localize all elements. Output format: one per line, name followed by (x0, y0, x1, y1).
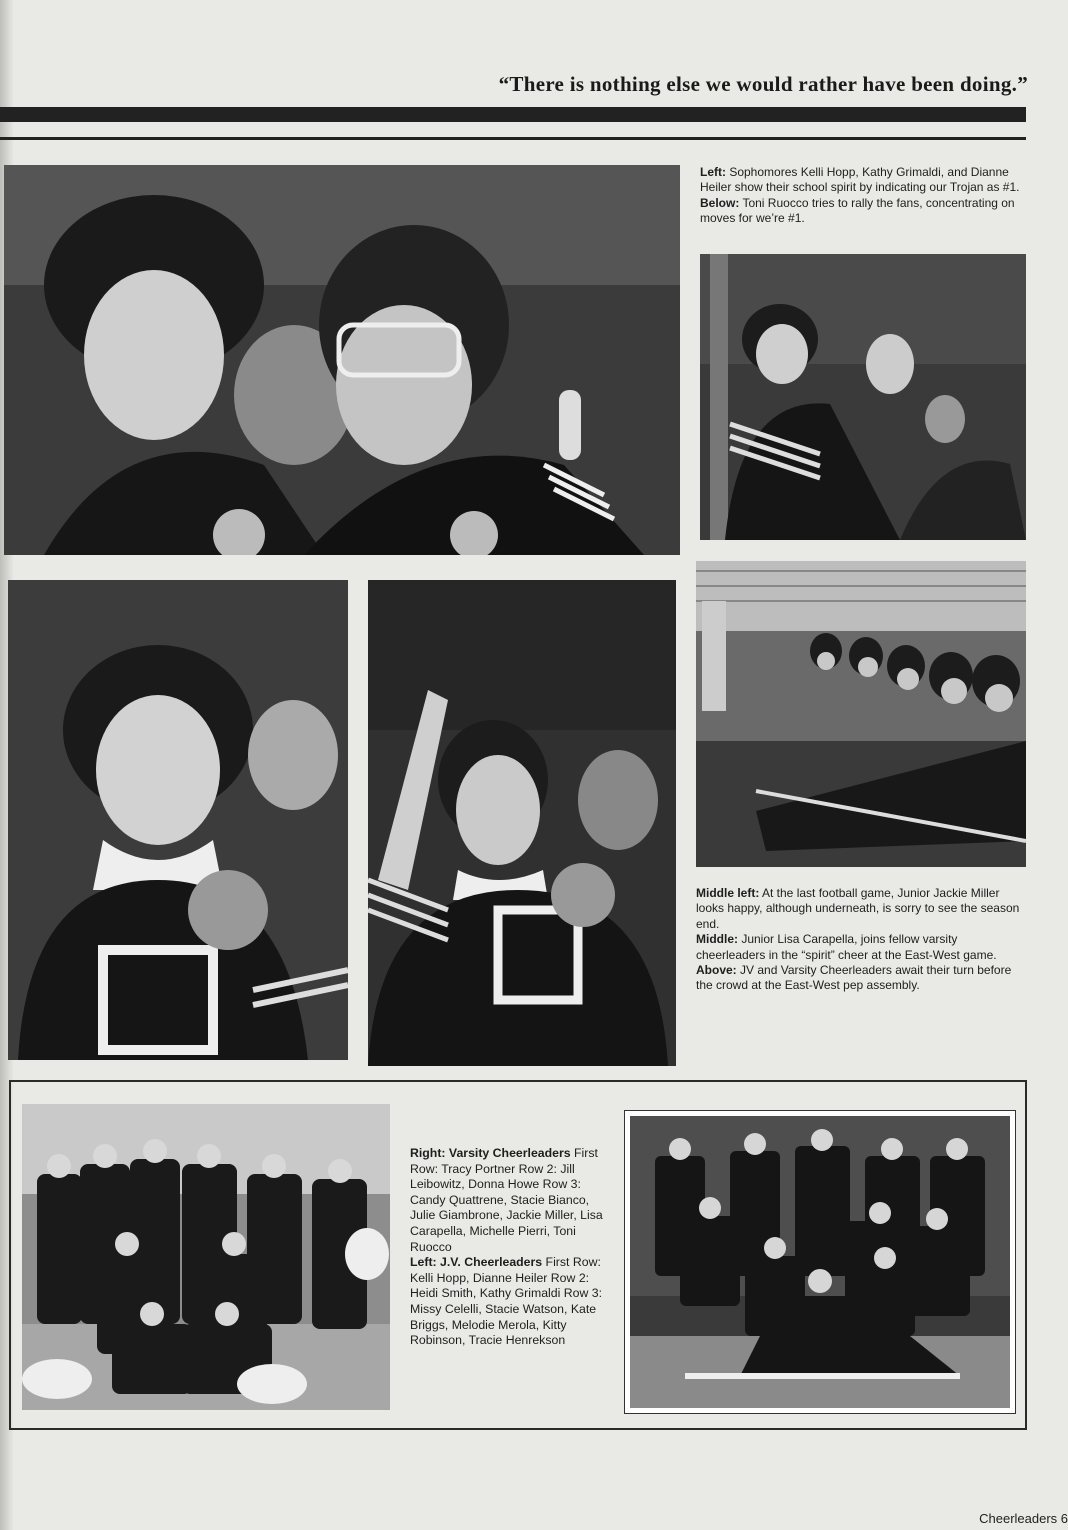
caption-left-text: Sophomores Kelli Hopp, Kathy Grimaldi, and Dianne Heiler show their school spirit by indicating our Trojan as #1. (700, 165, 1020, 195)
caption-above-text: JV and Varsity Cheerleaders await their turn before the crowd at the East-West pep assembly. (696, 963, 1012, 993)
photo-frame-varsity (624, 1110, 1016, 1414)
photo-jackie-miller (8, 580, 348, 1060)
photo-pep-assembly (696, 561, 1026, 867)
caption-jv-text: First Row: Kelli Hopp, Dianne Heiler Row 2: Heidi Smith, Kathy Grimaldi Row 3: Missy Celelli, Stacie Watson, Kate Briggs, Melodie Merola, Kitty Robinson, Tracie Henrekson (410, 1255, 603, 1348)
caption-below-label: Below: (700, 195, 740, 210)
caption-middle-left-label: Middle left: (696, 886, 760, 900)
caption-middle-left-text: At the last football game, Junior Jackie Miller looks happy, although underneath, is sorry to see the season end. (696, 886, 1020, 931)
photo-varsity-cheerleaders (630, 1116, 1010, 1408)
caption-groups (410, 1146, 610, 1349)
folio: Cheerleaders 6 (979, 1511, 1068, 1526)
caption-varsity-text: First Row: Tracy Portner Row 2: Jill Leibowitz, Donna Howe Row 3: Candy Quattrene, Stacie Bianco, Julie Giambrone, Jackie Miller, Lisa Carapella, Michelle Pierri, Toni Ruocco (410, 1146, 603, 1254)
header-rule-thin (0, 137, 1026, 140)
photo-lisa-carapella (368, 580, 676, 1066)
caption-varsity-label: Right: Varsity Cheerleaders (410, 1146, 571, 1160)
caption-middle (696, 886, 1026, 994)
caption-middle-text: Junior Lisa Carapella, joins fellow varsity cheerleaders in the “spirit” cheer at the East-West game. (696, 932, 997, 962)
caption-below-text: Toni Ruocco tries to rally the fans, concentrating on moves for we’re #1. (700, 195, 1015, 226)
caption-middle-label: Middle: (696, 932, 738, 947)
caption-top (700, 165, 1026, 227)
caption-above-label: Above: (696, 963, 737, 978)
photo-toni-ruocco (700, 254, 1026, 540)
caption-left-label: Left: (700, 165, 726, 179)
header-rule-thick (0, 107, 1026, 122)
photo-jv-cheerleaders (22, 1104, 390, 1410)
caption-jv-label: Left: J.V. Cheerleaders (410, 1255, 543, 1270)
photo-three-sophomores (4, 165, 680, 555)
page-headline: “There is nothing else we would rather have been doing.” (498, 72, 1028, 96)
